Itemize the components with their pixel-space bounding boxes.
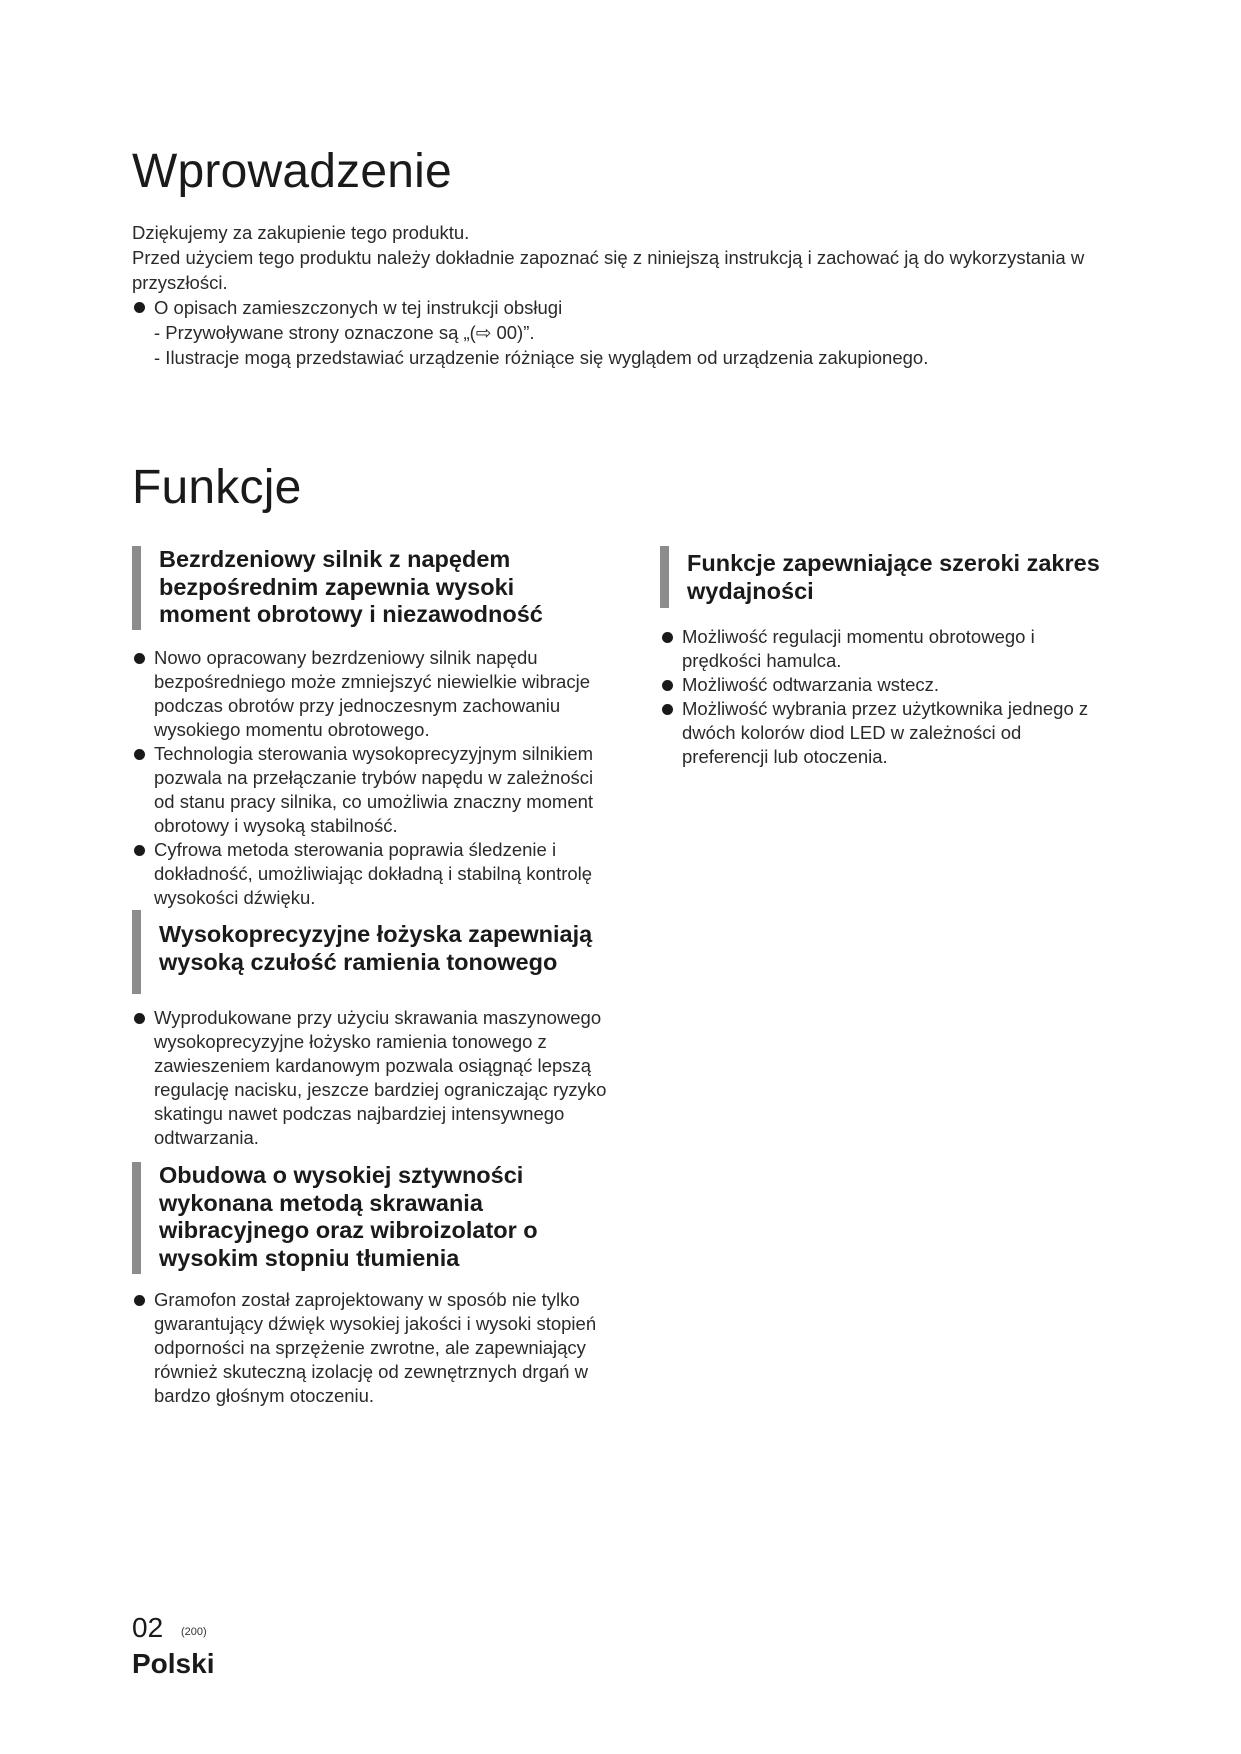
section-heading-motor [132, 546, 609, 630]
list-item: Wyprodukowane przy użyciu skrawania maszynowego wysokoprecyzyjne łożysko ramienia tonowego z zawieszeniem kardanowym pozwala osiągnąć lepszą regulację nacisku, jeszcze bardziej ograniczając ryzyko skatingu nawet podczas najbardziej intensywnego odtwarzania. [132, 1006, 622, 1150]
intro-bullet-text: O opisach zamieszczonych w tej instrukcji obsługi [154, 297, 563, 318]
section-heading-housing [132, 1162, 599, 1274]
bullet-icon [662, 704, 673, 715]
bullet-icon [134, 302, 145, 313]
list-item: Możliwość wybrania przez użytkownika jednego z dwóch kolorów diod LED w zależności od preferencji lub otoczenia. [660, 697, 1100, 769]
section-heading-text: Wysokoprecyzyjne łożyska zapewniają wysoką czułość ramienia tonowego [159, 921, 593, 975]
bullet-icon [134, 749, 145, 760]
list-item: Nowo opracowany bezrdzeniowy silnik napędu bezpośredniego może zmniejszyć niewielkie wibracje podczas obrotów przy jednoczesnym zachowaniu wysokiego momentu obrotowego. [132, 646, 602, 742]
performance-bullet-list [660, 625, 1100, 769]
bullet-icon [134, 653, 145, 664]
bullet-icon [134, 1295, 145, 1306]
housing-bullet-list [132, 1288, 602, 1408]
bullet-icon [134, 1013, 145, 1024]
intro-bullet [132, 295, 1142, 320]
bearings-bullet-list [132, 1006, 622, 1150]
intro-instructions: Przed użyciem tego produktu należy dokładnie zapoznać się z niniejszą instrukcją i zachować ją do wykorzystania w przyszłości. [132, 247, 1085, 293]
list-item: Cyfrowa metoda sterowania poprawia śledzenie i dokładność, umożliwiając dokładną i stabilną kontrolę wysokości dźwięku. [132, 838, 602, 910]
list-item: Możliwość regulacji momentu obrotowego i prędkości hamulca. [660, 625, 1100, 673]
intro-thanks: Dziękujemy za zakupienie tego produktu. [132, 222, 470, 243]
section-heading-text: Funkcje zapewniające szeroki zakres wydajności [687, 550, 1100, 604]
language-label: Polski [132, 1648, 215, 1679]
features-title: Funkcje [132, 461, 302, 514]
page-code: (200) [181, 1626, 207, 1638]
page-number: 02 [132, 1612, 164, 1643]
list-item: Możliwość odtwarzania wstecz. [660, 673, 1100, 697]
bullet-icon [134, 845, 145, 856]
section-heading-text: Obudowa o wysokiej sztywności wykonana metodą skrawania wibracyjnego oraz wibroizolator o wysokim stopniu tłumienia [159, 1162, 538, 1271]
section-heading-performance [660, 546, 1157, 608]
section-heading-bearings [132, 910, 629, 994]
bullet-icon [662, 680, 673, 691]
list-item: Gramofon został zaprojektowany w sposób nie tylko gwarantujący dźwięk wysokiej jakości i wysoki stopień odporności na sprzężenie zwrotne, ale zapewniający również skuteczną izolację od zewnętrznych drgań w bardzo głośnym otoczeniu. [132, 1288, 602, 1408]
section-heading-text: Bezrdzeniowy silnik z napędem bezpośrednim zapewnia wysoki moment obrotowy i niezawodność [159, 546, 543, 627]
motor-bullet-list [132, 646, 602, 910]
intro-title: Wprowadzenie [132, 145, 452, 198]
intro-body [132, 220, 1142, 370]
intro-sub-pages: - Przywoływane strony oznaczone są „(⇨ 00)”. [154, 322, 535, 343]
list-item: Technologia sterowania wysokoprecyzyjnym silnikiem pozwala na przełączanie trybów napędu w zależności od stanu pracy silnika, co umożliwia znaczny moment obrotowy i wysoką stabilność. [132, 742, 602, 838]
bullet-icon [662, 632, 673, 643]
intro-sub-illustrations: - Ilustracje mogą przedstawiać urządzenie różniące się wyglądem od urządzenia zakupionego. [154, 347, 929, 368]
